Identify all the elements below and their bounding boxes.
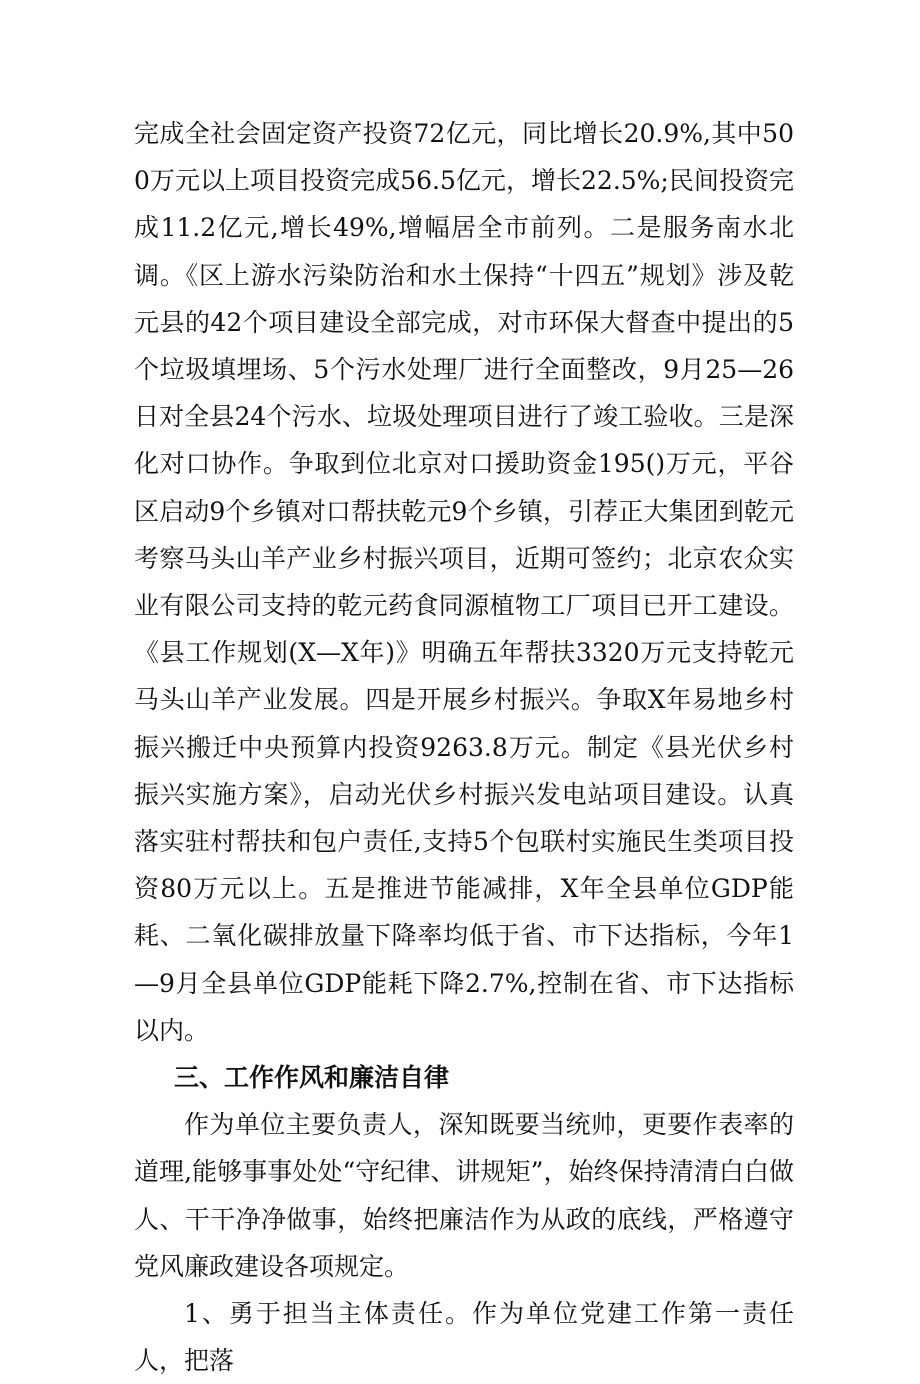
document-body xyxy=(134,110,794,1384)
body-paragraph-conduct: 作为单位主要负责人，深知既要当统帅，更要作表率的道理,能够事事处处“守纪律、讲规矩”，始终保持清清白白做人、干干净净做事，始终把廉洁作为从政的底线，严格遵守党风廉政建设各项规定。 xyxy=(134,1110,794,1281)
body-paragraph-responsibility: 1、勇于担当主体责任。作为单位党建工作第一责任人，把落 xyxy=(134,1299,794,1376)
body-paragraph-continued: 完成全社会固定资产投资72亿元，同比增长20.9%,其中500万元以上项目投资完成56.5亿元，增长22.5%;民间投资完成11.2亿元,增长49%,增幅居全市前列。二是服务南水北调。《区上游水污染防治和水土保持“十四五”规划》涉及乾元县的42个项目建设全部完成，对市环保大督查中提出的5个垃圾填埋场、5个污水处理厂进行全面整改，9月25—26日对全县24个污水、垃圾处理项目进行了竣工验收。三是深化对口协作。争取到位北京对口援助资金195()万元，平谷区启动9个乡镇对口帮扶乾元9个乡镇，引荐正大集团到乾元考察马头山羊产业乡村振兴项目，近期可签约；北京农众实业有限公司支持的乾元药食同源植物工厂项目已开工建设。《县工作规划(X—X年)》明确五年帮扶3320万元支持乾元马头山羊产业发展。四是开展乡村振兴。争取X年易地乡村振兴搬迁中央预算内投资9263.8万元。制定《县光伏乡村振兴实施方案》，启动光伏乡村振兴发电站项目建设。认真落实驻村帮扶和包户责任,支持5个包联村实施民生类项目投资80万元以上。五是推进节能减排，X年全县单位GDP能耗、二氧化碳排放量下降率均低于省、市下达指标，今年1—9月全县单位GDP能耗下降2.7%,控制在省、市下达指标以内。 xyxy=(134,119,794,1045)
section-heading: 三、工作作风和廉洁自律 xyxy=(174,1063,450,1093)
